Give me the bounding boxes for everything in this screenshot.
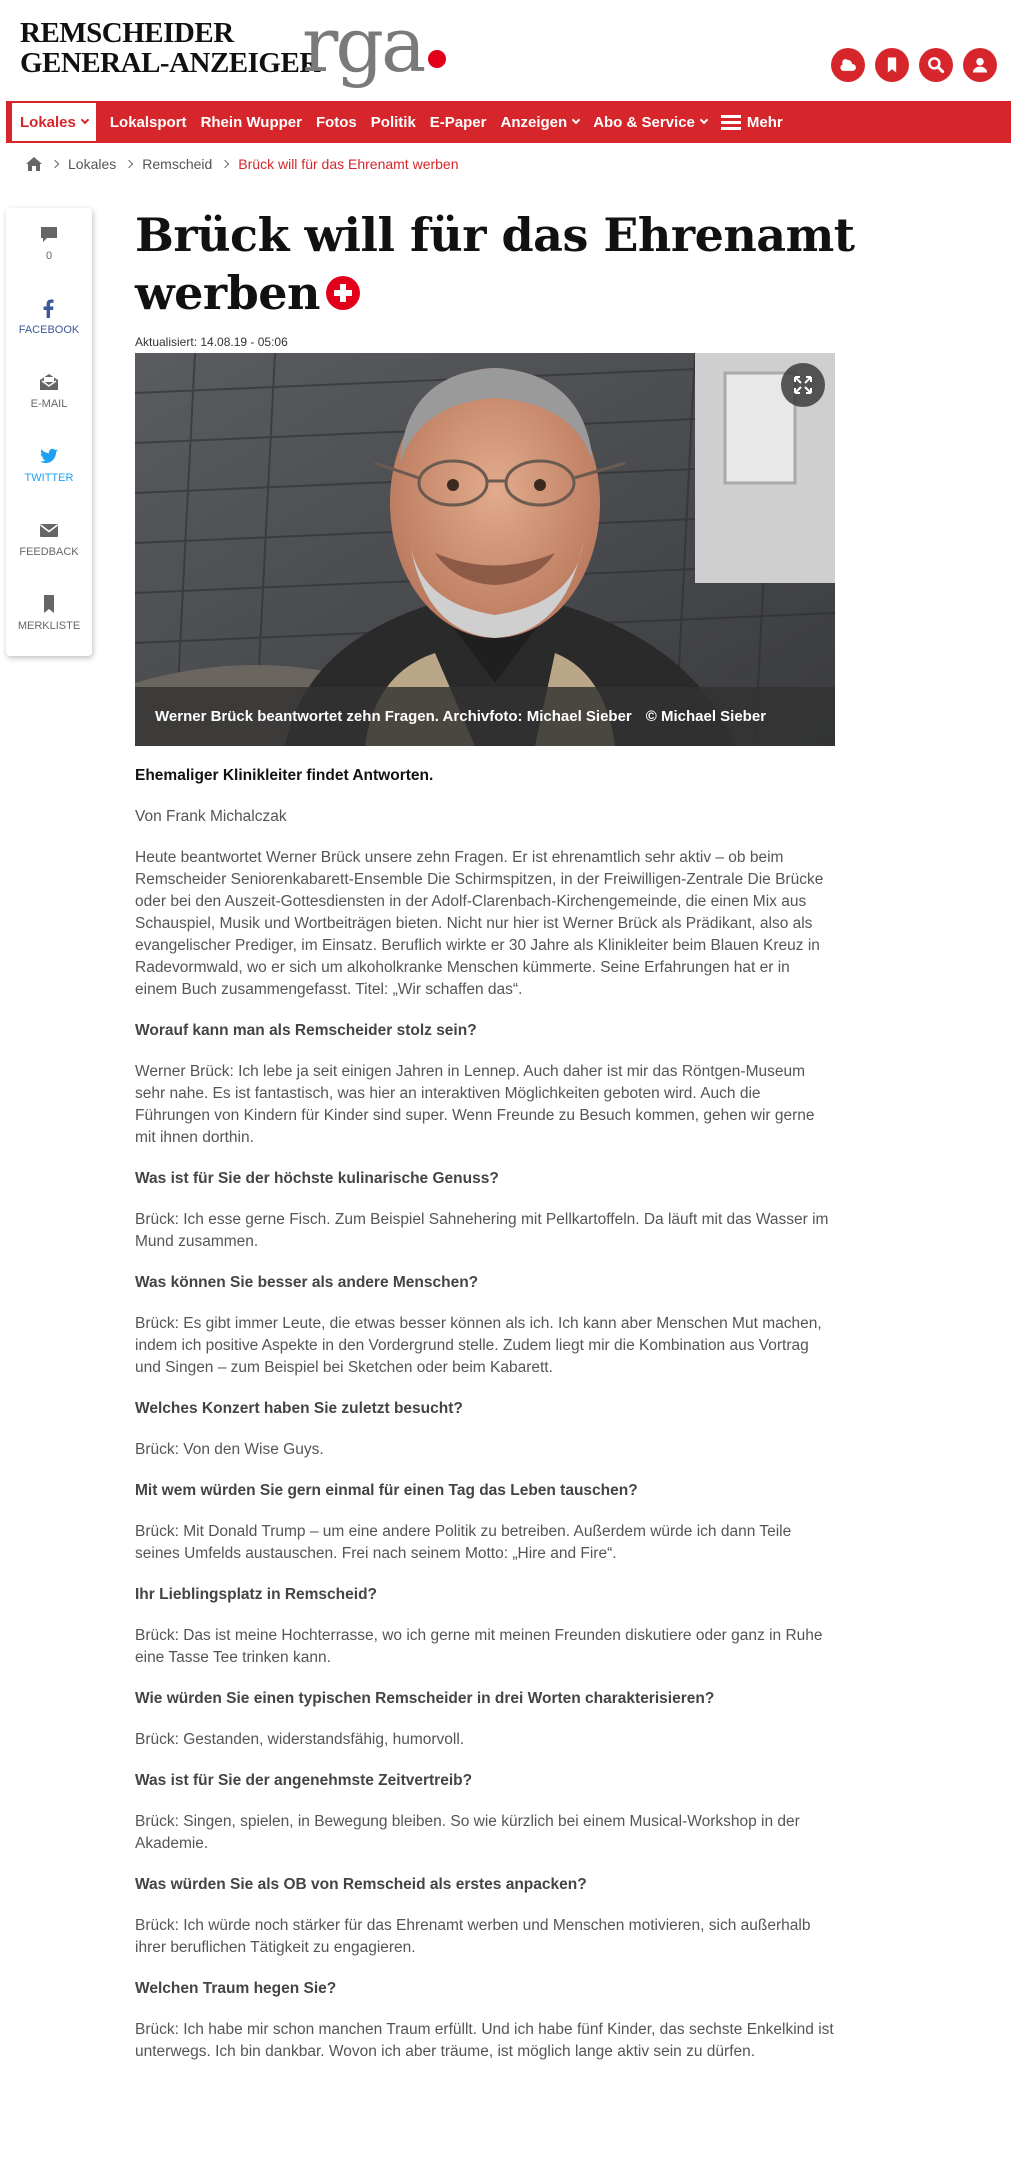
nav-label: Anzeigen xyxy=(500,113,568,131)
article-intro: Heute beantwortet Werner Brück unsere zehn Fragen. Er ist ehrenamtlich sehr aktiv – ob beim Remscheider Seniorenkabarett-Ensemble Die Schirmspitzen, in der Freiwilligen-Zentrale Die Brücke oder bei den Auszeit-Gottesdiensten in der Adolf-Clarenbach-Kirchengemeinde, die einen Mix aus Schauspiel, Musik und Wortbeiträgen bieten. Nicht nur hier ist Werner Brück als Prädikant, also als evangelischer Prediger, im Einsatz. Beruflich wirkte er 30 Jahre als Klinikleiter beim Blauen Kreuz in Radevormwald, wo er sich um alkoholkranke Menschen kümmerte. Seine Erfahrungen hat er in einem Buch zusammengefasst. Titel: „Wir schaffen das“. xyxy=(135,849,824,998)
answer: Brück: Das ist meine Hochterrasse, wo ich gerne mit meinen Freunden diskutiere oder ganz in Ruhe eine Tasse Tee trinken kann. xyxy=(135,1627,823,1666)
article-updated: Aktualisiert: 14.08.19 - 05:06 xyxy=(135,335,288,349)
question: Welchen Traum hegen Sie? xyxy=(135,1980,337,1997)
chevron-right-icon xyxy=(125,160,133,168)
logo-dot xyxy=(428,50,446,68)
nav-item-e-paper[interactable] xyxy=(430,114,487,131)
share-label: E-MAIL xyxy=(30,398,68,410)
share-label: MERKLISTE xyxy=(17,620,81,632)
question: Worauf kann man als Remscheider stolz sein? xyxy=(135,1022,477,1039)
question: Was ist für Sie der angenehmste Zeitvertreib? xyxy=(135,1772,473,1789)
nav-label: Lokales xyxy=(20,113,76,131)
search-icon[interactable] xyxy=(919,48,953,82)
question: Was können Sie besser als andere Menschen? xyxy=(135,1274,479,1291)
breadcrumb-remscheid[interactable]: Remscheid xyxy=(142,156,213,172)
answer: Brück: Ich habe mir schon manchen Traum erfüllt. Und ich habe fünf Kinder, das sechste Enkelkind ist unterwegs. Ich bin dankbar. Wovon ich aber träume, ist möglich lange aktiv sein zu dürfen. xyxy=(135,2021,834,2060)
share-label: FEEDBACK xyxy=(19,546,79,558)
menu-icon xyxy=(721,115,741,130)
caption-text: Werner Brück beantwortet zehn Fragen. Archivfoto: Michael Sieber xyxy=(155,708,632,725)
share-facebook-button[interactable] xyxy=(6,298,92,336)
chevron-right-icon xyxy=(221,160,229,168)
email-icon xyxy=(39,372,59,392)
article-title xyxy=(135,206,855,322)
answer: Brück: Es gibt immer Leute, die etwas besser können als ich. Ich kann aber Menschen Mut machen, indem ich positive Aspekte in den Vordergrund stelle. Zudem liegt mir die Kombination aus Vortrag und Singen – zum Beispiel bei Sketchen oder beim Kabarett. xyxy=(135,1315,822,1376)
share-twitter-button[interactable] xyxy=(6,446,92,484)
question: Ihr Lieblingsplatz in Remscheid? xyxy=(135,1586,378,1603)
nav-item-lokalsport[interactable] xyxy=(110,114,187,131)
answer: Brück: Gestanden, widerstandsfähig, humorvoll. xyxy=(135,1731,465,1748)
nav-item-politik[interactable] xyxy=(371,114,416,131)
site-logo[interactable] xyxy=(20,18,320,78)
nav-item-anzeigen[interactable] xyxy=(501,114,580,131)
comments-button[interactable] xyxy=(6,224,92,262)
bookmark-icon[interactable] xyxy=(875,48,909,82)
breadcrumb-lokales[interactable]: Lokales xyxy=(68,156,117,172)
nav-label: Politik xyxy=(370,113,416,131)
article-author: Von Frank Michalczak xyxy=(135,808,287,825)
breadcrumb-current: Brück will für das Ehrenamt werben xyxy=(238,156,459,172)
nav-label: Fotos xyxy=(315,113,357,131)
site-header xyxy=(0,0,1017,100)
question: Mit wem würden Sie gern einmal für einen Tag das Leben tauschen? xyxy=(135,1482,638,1499)
answer: Brück: Singen, spielen, in Bewegung bleiben. So wie kürzlich bei einem Musical-Workshop in der Akademie. xyxy=(135,1813,800,1852)
chevron-down-icon xyxy=(572,116,580,124)
comment-icon xyxy=(39,224,59,244)
question: Was ist für Sie der höchste kulinarische Genuss? xyxy=(135,1170,499,1187)
answer: Werner Brück: Ich lebe ja seit einigen Jahren in Lennep. Auch daher ist mir das Röntgen-Museum sehr nahe. Es ist fantastisch, was hier an interaktiven Möglichkeiten geboten wird. Auch die Führungen von Kindern für Kinder sind super. Wenn Freunde zu Besuch kommen, gehen wir gerne mit ihnen dorthin. xyxy=(135,1063,815,1146)
envelope-icon xyxy=(39,520,59,540)
main-nav xyxy=(6,101,1011,143)
question: Wie würden Sie einen typischen Remscheider in drei Worten charakterisieren? xyxy=(135,1690,715,1707)
question: Was würden Sie als OB von Remscheid als erstes anpacken? xyxy=(135,1876,587,1893)
logo-line-2: GENERAL-ANZEIGER xyxy=(20,47,320,79)
merkliste-button[interactable] xyxy=(6,594,92,632)
twitter-icon xyxy=(39,446,59,466)
image-caption xyxy=(135,687,835,746)
article-body xyxy=(135,765,835,2082)
breadcrumb xyxy=(26,156,459,172)
article-lead: Ehemaliger Klinikleiter findet Antworten. xyxy=(135,767,434,784)
image-credit: © Michael Sieber xyxy=(645,708,767,725)
nav-item-abo-service[interactable] xyxy=(593,114,707,131)
nav-item-lokales[interactable] xyxy=(12,103,96,141)
home-icon[interactable] xyxy=(26,157,42,171)
share-label: TWITTER xyxy=(24,472,74,484)
answer: Brück: Ich würde noch stärker für das Ehrenamt werben und Menschen motivieren, sich außerhalb ihrer beruflichen Tätigkeit zu engagieren. xyxy=(135,1917,811,1956)
share-email-button[interactable] xyxy=(6,372,92,410)
expand-image-button[interactable] xyxy=(781,363,825,407)
nav-label: Rhein Wupper xyxy=(200,113,302,131)
expand-icon xyxy=(793,375,813,395)
nav-label: Abo & Service xyxy=(593,113,695,131)
nav-label: Mehr xyxy=(746,113,783,131)
plus-icon xyxy=(326,276,360,310)
chevron-down-icon xyxy=(81,116,89,124)
chevron-down-icon xyxy=(700,116,708,124)
share-sidebar xyxy=(6,208,92,656)
bookmark-icon xyxy=(39,594,59,614)
logo-rga[interactable]: rga xyxy=(302,0,424,89)
header-actions xyxy=(831,48,997,82)
answer: Brück: Ich esse gerne Fisch. Zum Beispiel Sahnehering mit Pellkartoffeln. Da läuft mit das Wasser im Mund zusammen. xyxy=(135,1211,829,1250)
answer: Brück: Von den Wise Guys. xyxy=(135,1441,324,1458)
answer: Brück: Mit Donald Trump – um eine andere Politik zu betreiben. Außerdem würde ich dann Teile seines Umfelds austauschen. Frei nach seinem Motto: „Hire and Fire“. xyxy=(135,1523,792,1562)
article-image[interactable] xyxy=(135,353,835,746)
question: Welches Konzert haben Sie zuletzt besucht? xyxy=(135,1400,463,1417)
chevron-right-icon xyxy=(51,160,59,168)
nav-item-rhein-wupper[interactable] xyxy=(201,114,302,131)
user-icon[interactable] xyxy=(963,48,997,82)
share-label: FACEBOOK xyxy=(18,324,80,336)
nav-item-fotos[interactable] xyxy=(316,114,357,131)
weather-icon[interactable] xyxy=(831,48,865,82)
nav-label: Lokalsport xyxy=(109,113,187,131)
nav-label: E-Paper xyxy=(429,113,487,131)
feedback-button[interactable] xyxy=(6,520,92,558)
facebook-icon xyxy=(39,298,59,318)
nav-item-mehr[interactable] xyxy=(721,114,783,131)
logo-line-1: REMSCHEIDER xyxy=(20,17,234,49)
article-title-text: Brück will für das Ehrenamt werben xyxy=(135,208,855,320)
comments-count: 0 xyxy=(45,250,53,262)
